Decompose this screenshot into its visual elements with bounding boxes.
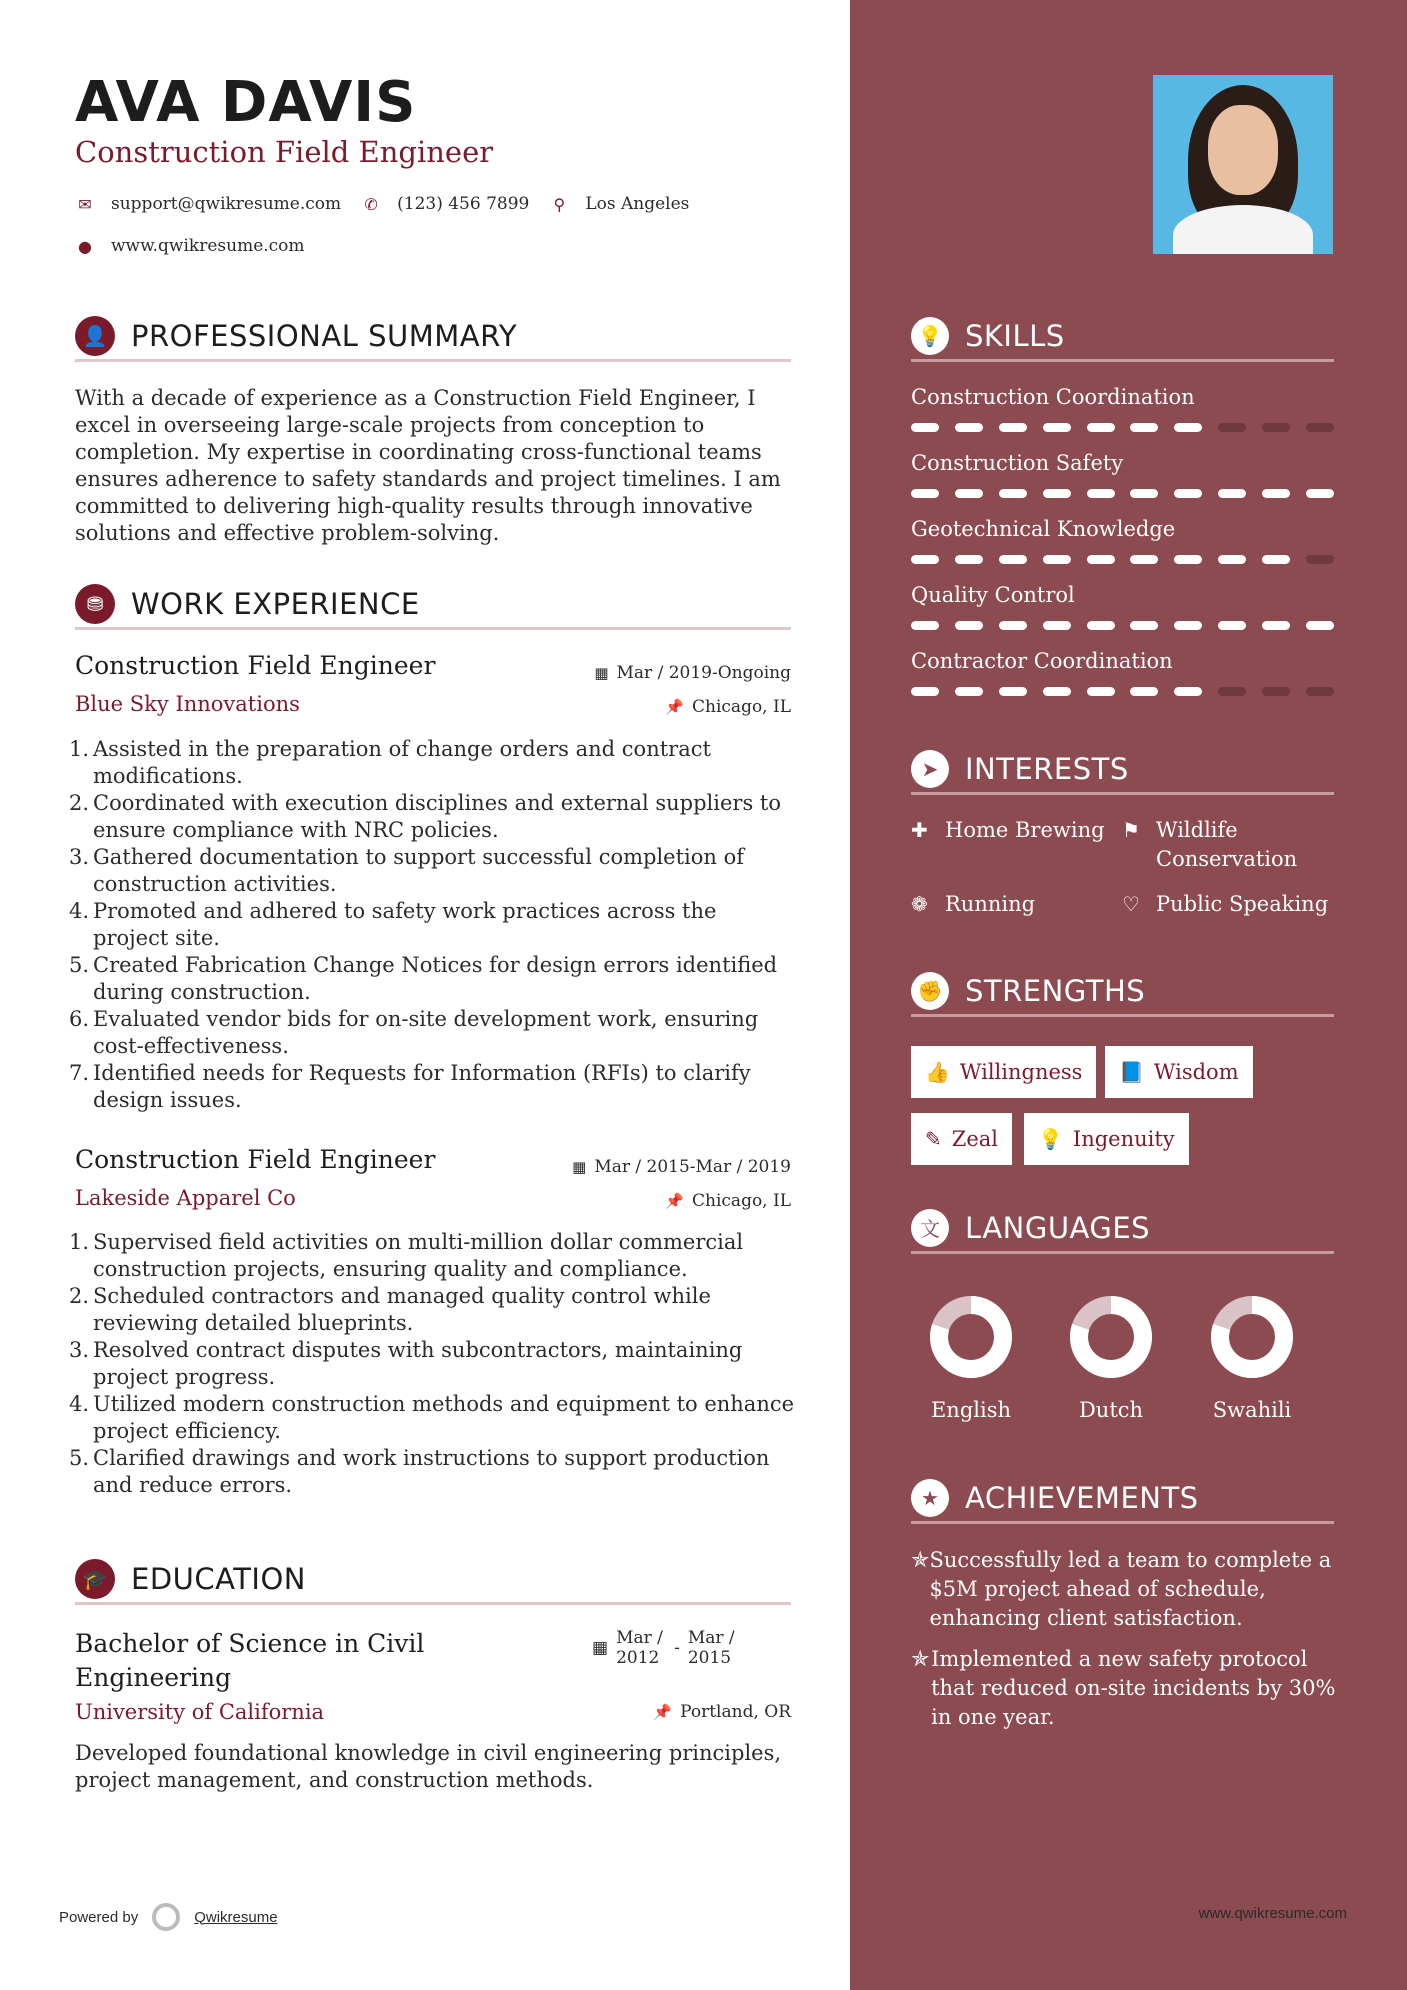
skill-level-dash	[1174, 687, 1202, 696]
interests-heading-text: INTERESTS	[965, 751, 1129, 786]
skill-level-dash	[999, 687, 1027, 696]
list-item: 3. Resolved contract disputes with subcontractors, maintaining project progress.	[69, 1338, 743, 1389]
job-company: Blue Sky Innovations	[75, 692, 300, 716]
achievement-item: ✯ Implemented a new safety protocol that reduced on-site incidents by 30% in one year.	[911, 1645, 1341, 1732]
website-row	[75, 236, 305, 256]
envelope-icon: ✉	[78, 194, 92, 214]
skill-level-dash	[999, 555, 1027, 564]
job-location: 📌 Chicago, IL	[665, 1191, 791, 1211]
skill-level-bar	[911, 687, 1334, 697]
languages-heading-text: LANGUAGES	[965, 1210, 1151, 1245]
job-title: Construction Field Engineer	[75, 651, 436, 680]
interest-item: ❁ Running	[911, 890, 1035, 919]
skill-name: Quality Control	[911, 583, 1075, 607]
job-bullets	[69, 736, 795, 1114]
lightbulb-icon: 💡	[1038, 1127, 1063, 1151]
email-text[interactable]: support@qwikresume.com	[111, 194, 342, 214]
strength-tag: ✎ Zeal	[911, 1113, 1012, 1165]
book-icon: 📘	[1119, 1060, 1144, 1084]
pin-icon: 📌	[665, 698, 685, 716]
skill-level-dash	[1262, 687, 1290, 696]
powered-by: Powered by Qwikresume	[59, 1903, 278, 1931]
job-dates: ▦ Mar / 2019-Ongoing	[594, 663, 791, 683]
skill-level-dash	[1130, 621, 1158, 630]
skill-level-dash	[1306, 621, 1334, 630]
education-text: Developed foundational knowledge in civil engineering principles, project management, and construction methods.	[75, 1741, 782, 1792]
skill-level-dash	[1130, 489, 1158, 498]
location-text: Los Angeles	[585, 194, 690, 214]
chair-icon: ⛃	[75, 584, 115, 624]
skill-level-dash	[1218, 489, 1246, 498]
language-name: Swahili	[1212, 1398, 1292, 1422]
skill-level-dash	[1218, 423, 1246, 432]
calendar-icon: ▦	[594, 664, 609, 682]
skill-level-dash	[1087, 423, 1115, 432]
skill-level-dash	[1087, 555, 1115, 564]
list-item: 4. Utilized modern construction methods and equipment to enhance project efficiency.	[69, 1392, 795, 1443]
language-donut	[928, 1294, 1014, 1380]
language-donut	[1209, 1294, 1295, 1380]
list-item: 5. Created Fabrication Change Notices for design errors identified during construction.	[69, 953, 778, 1004]
skill-level-dash	[1087, 621, 1115, 630]
experience-heading	[75, 580, 791, 630]
list-item: 6. Evaluated vendor bids for on-site development work, ensuring cost-effectiveness.	[69, 1007, 759, 1058]
skills-heading	[911, 312, 1334, 362]
skill-level-dash	[1262, 489, 1290, 498]
achievements-heading-text: ACHIEVEMENTS	[965, 1480, 1199, 1515]
skill-level-dash	[911, 489, 939, 498]
job-company: Lakeside Apparel Co	[75, 1186, 296, 1210]
skill-level-dash	[955, 423, 983, 432]
degree-title: Bachelor of Science in Civil Engineering	[75, 1629, 425, 1692]
skill-level-dash	[1174, 621, 1202, 630]
globe-icon: ●	[78, 236, 92, 256]
strength-tag: 💡 Ingenuity	[1024, 1113, 1189, 1165]
job-title: Construction Field Engineer	[75, 1145, 436, 1174]
skill-name: Geotechnical Knowledge	[911, 517, 1176, 541]
skill-level-bar	[911, 423, 1334, 433]
skill-level-dash	[1130, 555, 1158, 564]
education-dates: ▦ Mar / 2012 - Mar / 2015	[592, 1628, 735, 1668]
language-item	[906, 1294, 1036, 1422]
job-bullets	[69, 1229, 795, 1499]
interest-item: ♡ Public Speaking	[1122, 890, 1328, 919]
skill-level-dash	[955, 555, 983, 564]
education-location: 📌 Portland, OR	[653, 1702, 791, 1722]
calendar-icon: ▦	[592, 1638, 609, 1658]
skill-level-dash	[1087, 687, 1115, 696]
language-item	[1046, 1294, 1176, 1422]
education-heading	[75, 1555, 791, 1605]
list-item: 1. Assisted in the preparation of change orders and contract modifications.	[69, 737, 711, 788]
candidate-name: AVA DAVIS	[75, 70, 417, 135]
skill-level-dash	[911, 555, 939, 564]
skill-level-dash	[955, 621, 983, 630]
achievement-item: ✯ Successfully led a team to complete a $5M project ahead of schedule, enhancing client satisfaction.	[911, 1546, 1341, 1633]
skill-level-dash	[1306, 555, 1334, 564]
skill-level-dash	[1306, 423, 1334, 432]
skill-level-dash	[1174, 489, 1202, 498]
paper-plane-icon: ➤	[911, 750, 949, 788]
skill-level-dash	[1262, 423, 1290, 432]
language-donut	[1068, 1294, 1154, 1380]
phone-icon: ✆	[364, 194, 378, 214]
skill-level-dash	[999, 621, 1027, 630]
language-name: Dutch	[1078, 1398, 1144, 1422]
skills-heading-text: SKILLS	[965, 318, 1065, 353]
skill-level-dash	[1130, 423, 1158, 432]
pen-icon: ✎	[925, 1127, 942, 1151]
interest-item: ⚑ Wildlife Conservation	[1122, 816, 1297, 874]
list-item: 3. Gathered documentation to support successful completion of construction activities.	[69, 845, 745, 896]
pin-icon: 📌	[653, 1703, 673, 1721]
skill-level-dash	[1306, 687, 1334, 696]
phone-text: (123) 456 7899	[397, 194, 530, 214]
summary-heading-text: PROFESSIONAL SUMMARY	[131, 318, 518, 353]
pin-icon: 📌	[665, 1192, 685, 1210]
interest-item: ✚ Home Brewing	[911, 816, 1105, 845]
star-badge-icon: ★	[911, 1479, 949, 1517]
skill-level-bar	[911, 621, 1334, 631]
list-item: 2. Coordinated with execution disciplines and external suppliers to ensure compliance with NRC policies.	[69, 791, 781, 842]
skill-level-dash	[999, 489, 1027, 498]
skill-level-dash	[1043, 555, 1071, 564]
skill-level-dash	[911, 423, 939, 432]
skill-level-dash	[1262, 621, 1290, 630]
qwikresume-logo-icon	[152, 1903, 180, 1931]
summary-text: With a decade of experience as a Construction Field Engineer, I excel in overseeing large-scale projects from conception to completion. My expertise in coordinating cross-functional teams ensures adherence to safety standards and project timelines. I am committed to delivering high-quality results through innovative solutions and effective problem-solving.	[75, 386, 781, 545]
skill-level-dash	[955, 489, 983, 498]
star-icon: ✯	[911, 1548, 930, 1573]
paw-icon: ❁	[911, 892, 928, 916]
website-text[interactable]: www.qwikresume.com	[111, 236, 305, 256]
skill-level-dash	[911, 687, 939, 696]
skill-level-dash	[1043, 423, 1071, 432]
skill-level-dash	[1174, 423, 1202, 432]
school-name: University of California	[75, 1700, 325, 1724]
list-item: 5. Clarified drawings and work instructions to support production and reduce errors.	[69, 1446, 770, 1497]
flag-icon: ⚑	[1122, 818, 1140, 842]
skill-name: Contractor Coordination	[911, 649, 1173, 673]
strengths-heading	[911, 967, 1334, 1017]
education-heading-text: EDUCATION	[131, 1561, 307, 1596]
achievements-heading	[911, 1474, 1334, 1524]
puzzle-icon: ✚	[911, 818, 928, 842]
skill-name: Construction Safety	[911, 451, 1124, 475]
list-item: 2. Scheduled contractors and managed quality control while reviewing detailed blueprints.	[69, 1284, 711, 1335]
star-icon: ✯	[911, 1647, 930, 1672]
skill-level-dash	[1043, 489, 1071, 498]
footer-website[interactable]: www.qwikresume.com	[1198, 1905, 1347, 1922]
user-icon: 👤	[75, 316, 115, 356]
job-dates: ▦ Mar / 2015-Mar / 2019	[572, 1157, 791, 1177]
skill-level-dash	[1218, 687, 1246, 696]
skill-level-dash	[1174, 555, 1202, 564]
skill-level-dash	[1218, 621, 1246, 630]
skill-level-bar	[911, 489, 1334, 499]
interests-heading	[911, 745, 1334, 795]
skill-level-dash	[1218, 555, 1246, 564]
skill-level-dash	[1043, 687, 1071, 696]
list-item: 1. Supervised field activities on multi-million dollar commercial construction projects, ensuring quality and compliance.	[69, 1230, 744, 1281]
skill-level-dash	[955, 687, 983, 696]
summary-heading	[75, 312, 791, 362]
skill-level-dash	[1087, 489, 1115, 498]
strength-tag: 👍 Willingness	[911, 1046, 1096, 1098]
language-item	[1187, 1294, 1317, 1422]
skill-level-dash	[1262, 555, 1290, 564]
list-item: 4. Promoted and adhered to safety work practices across the project site.	[69, 899, 717, 950]
map-marker-icon: ⚲	[553, 194, 566, 214]
thumbs-up-icon: 👍	[925, 1060, 950, 1084]
lightbulb-icon: 💡	[911, 317, 949, 355]
skill-level-bar	[911, 555, 1334, 565]
skill-level-dash	[1130, 687, 1158, 696]
heartbeat-icon: ♡	[1122, 892, 1140, 916]
languages-heading	[911, 1204, 1334, 1254]
experience-heading-text: WORK EXPERIENCE	[131, 586, 420, 621]
list-item: 7. Identified needs for Requests for Information (RFIs) to clarify design issues.	[69, 1061, 751, 1112]
skill-level-dash	[1043, 621, 1071, 630]
job-location: 📌 Chicago, IL	[665, 697, 791, 717]
contact-row	[75, 194, 689, 214]
language-name: English	[930, 1398, 1012, 1422]
strengths-heading-text: STRENGTHS	[965, 973, 1146, 1008]
skill-level-dash	[1306, 489, 1334, 498]
calendar-icon: ▦	[572, 1158, 587, 1176]
strength-tag: 📘 Wisdom	[1105, 1046, 1253, 1098]
fist-icon: ✊	[911, 972, 949, 1010]
skill-name: Construction Coordination	[911, 385, 1195, 409]
candidate-title: Construction Field Engineer	[75, 135, 494, 169]
language-icon: 文	[911, 1209, 949, 1247]
skill-level-dash	[911, 621, 939, 630]
graduate-icon: 🎓	[75, 1559, 115, 1599]
profile-photo	[1153, 75, 1333, 254]
brand-link[interactable]: Qwikresume	[194, 1908, 278, 1926]
skill-level-dash	[999, 423, 1027, 432]
